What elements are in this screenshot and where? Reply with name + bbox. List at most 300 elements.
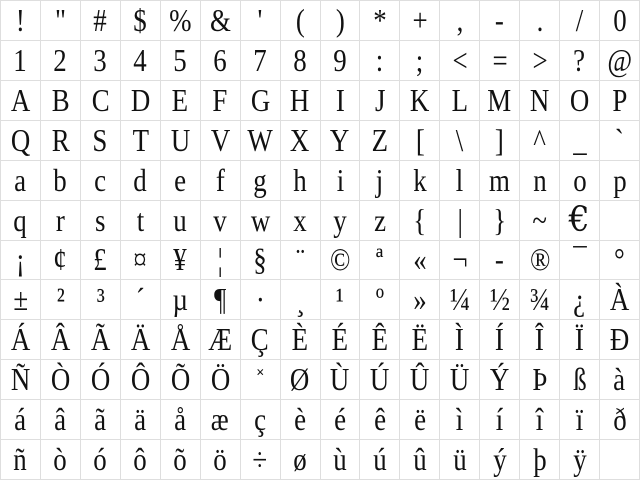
- glyph-cell[interactable]: [281, 320, 321, 360]
- glyph-cell[interactable]: [241, 161, 281, 201]
- glyph-cell[interactable]: [560, 440, 600, 480]
- glyph: A: [10, 81, 31, 118]
- glyph-cell[interactable]: [360, 280, 400, 320]
- glyph: /: [575, 1, 584, 38]
- glyph: ]: [495, 121, 505, 158]
- glyph-cell[interactable]: [360, 400, 400, 440]
- glyph: Ô: [130, 361, 150, 398]
- glyph-cell[interactable]: [41, 161, 81, 201]
- glyph-cell[interactable]: [480, 440, 520, 480]
- glyph-cell[interactable]: [81, 360, 121, 400]
- glyph: #: [93, 1, 108, 38]
- glyph-cell[interactable]: [400, 81, 440, 121]
- glyph-cell[interactable]: [360, 360, 400, 400]
- glyph-cell[interactable]: [360, 201, 400, 241]
- glyph: ¼: [449, 281, 470, 318]
- glyph-cell[interactable]: [161, 81, 201, 121]
- glyph: »: [413, 281, 427, 318]
- glyph-cell[interactable]: [600, 280, 640, 320]
- glyph: %: [169, 1, 192, 38]
- glyph: $: [133, 1, 148, 38]
- glyph-cell[interactable]: [400, 161, 440, 201]
- glyph: a: [14, 161, 27, 198]
- glyph: H: [290, 81, 310, 118]
- glyph: 9: [333, 41, 347, 78]
- glyph-cell[interactable]: [520, 1, 560, 41]
- glyph-cell[interactable]: [241, 440, 281, 480]
- glyph: ä: [134, 401, 147, 438]
- glyph-cell[interactable]: [360, 1, 400, 41]
- glyph-cell[interactable]: [121, 161, 161, 201]
- glyph: 6: [213, 41, 227, 78]
- glyph-cell[interactable]: [41, 41, 81, 81]
- glyph: Å: [170, 321, 190, 358]
- glyph-cell[interactable]: [520, 241, 560, 281]
- glyph: ¢: [53, 241, 68, 278]
- glyph-cell[interactable]: [600, 241, 640, 281]
- glyph-cell[interactable]: [321, 161, 361, 201]
- glyph: É: [331, 321, 349, 358]
- glyph-cell[interactable]: [560, 121, 600, 161]
- glyph-cell[interactable]: [281, 201, 321, 241]
- glyph-cell[interactable]: [440, 201, 480, 241]
- glyph: À: [609, 281, 630, 318]
- glyph-cell[interactable]: [600, 41, 640, 81]
- glyph: D: [130, 81, 150, 118]
- glyph: ¿: [573, 281, 586, 318]
- glyph-cell[interactable]: [161, 280, 201, 320]
- glyph-cell[interactable]: [41, 360, 81, 400]
- glyph-cell[interactable]: [121, 201, 161, 241]
- glyph-cell[interactable]: [440, 241, 480, 281]
- glyph: Æ: [208, 321, 233, 358]
- glyph-cell[interactable]: [480, 241, 520, 281]
- glyph-cell[interactable]: [321, 201, 361, 241]
- glyph-cell[interactable]: [520, 121, 560, 161]
- glyph-cell[interactable]: [480, 81, 520, 121]
- glyph-cell[interactable]: [161, 440, 201, 480]
- glyph: R: [51, 121, 70, 158]
- glyph-cell[interactable]: [161, 201, 201, 241]
- glyph-cell[interactable]: [440, 280, 480, 320]
- glyph: Ð: [609, 321, 630, 358]
- glyph: ±: [13, 281, 28, 318]
- glyph-cell[interactable]: [440, 400, 480, 440]
- glyph-cell[interactable]: [440, 161, 480, 201]
- glyph: c: [94, 161, 107, 198]
- glyph-cell[interactable]: [400, 241, 440, 281]
- glyph: =: [492, 41, 508, 78]
- glyph: k: [413, 161, 427, 198]
- glyph: Ü: [450, 361, 470, 398]
- glyph-cell[interactable]: [560, 201, 600, 241]
- glyph: 0: [612, 1, 627, 38]
- glyph: z: [373, 201, 386, 238]
- glyph-cell[interactable]: [520, 320, 560, 360]
- glyph-cell[interactable]: [281, 81, 321, 121]
- glyph-cell[interactable]: [400, 280, 440, 320]
- glyph-cell[interactable]: [560, 360, 600, 400]
- glyph-cell[interactable]: [241, 241, 281, 281]
- glyph-cell[interactable]: [560, 241, 600, 281]
- glyph: o: [572, 161, 587, 198]
- glyph-cell[interactable]: [480, 161, 520, 201]
- glyph: N: [529, 81, 550, 118]
- glyph: ¬: [452, 241, 468, 278]
- glyph: Ù: [330, 361, 350, 398]
- glyph-cell[interactable]: [121, 1, 161, 41]
- glyph-cell[interactable]: [560, 81, 600, 121]
- glyph-cell[interactable]: [281, 241, 321, 281]
- glyph-cell[interactable]: [81, 241, 121, 281]
- glyph-cell[interactable]: [480, 1, 520, 41]
- glyph: ÿ: [572, 441, 587, 478]
- glyph-cell[interactable]: [480, 201, 520, 241]
- glyph: Á: [10, 321, 31, 358]
- glyph: m: [489, 161, 511, 198]
- glyph: ¾: [529, 281, 550, 318]
- glyph-cell[interactable]: [480, 121, 520, 161]
- glyph-cell[interactable]: [201, 161, 241, 201]
- glyph-cell[interactable]: [600, 360, 640, 400]
- glyph-cell[interactable]: [600, 81, 640, 121]
- glyph-cell[interactable]: [41, 1, 81, 41]
- glyph-cell[interactable]: [400, 201, 440, 241]
- glyph-cell[interactable]: [560, 1, 600, 41]
- glyph-cell[interactable]: [81, 121, 121, 161]
- glyph-cell[interactable]: [520, 400, 560, 440]
- glyph-cell[interactable]: [81, 81, 121, 121]
- glyph: G: [250, 81, 270, 118]
- glyph-cell[interactable]: [440, 440, 480, 480]
- glyph: <: [452, 41, 468, 78]
- glyph-cell[interactable]: [241, 121, 281, 161]
- glyph-cell[interactable]: [520, 440, 560, 480]
- glyph: ;: [416, 41, 424, 78]
- glyph-cell[interactable]: [41, 440, 81, 480]
- glyph-cell[interactable]: [81, 280, 121, 320]
- glyph-cell[interactable]: [440, 320, 480, 360]
- glyph-cell[interactable]: [480, 280, 520, 320]
- glyph-cell[interactable]: [1, 41, 41, 81]
- glyph-cell[interactable]: [321, 400, 361, 440]
- glyph-cell[interactable]: [520, 81, 560, 121]
- glyph-cell[interactable]: [1, 121, 41, 161]
- glyph: J: [374, 81, 386, 118]
- glyph: w: [250, 201, 270, 238]
- glyph-cell[interactable]: [281, 360, 321, 400]
- glyph-cell[interactable]: [81, 1, 121, 41]
- glyph-cell[interactable]: [360, 121, 400, 161]
- glyph-cell[interactable]: [281, 1, 321, 41]
- glyph-cell[interactable]: [161, 161, 201, 201]
- glyph-cell[interactable]: [600, 320, 640, 360]
- glyph: ®: [529, 241, 550, 278]
- glyph-cell[interactable]: [360, 81, 400, 121]
- glyph: Ç: [251, 321, 270, 358]
- glyph-cell[interactable]: [161, 241, 201, 281]
- glyph: ¨: [295, 241, 305, 278]
- glyph-cell[interactable]: [321, 280, 361, 320]
- glyph: é: [333, 401, 346, 438]
- glyph: >: [532, 41, 548, 78]
- glyph: Î: [535, 321, 545, 358]
- glyph-cell[interactable]: [161, 360, 201, 400]
- glyph: x: [293, 201, 307, 238]
- glyph-cell[interactable]: [321, 41, 361, 81]
- glyph: æ: [211, 401, 230, 438]
- glyph: Y: [330, 121, 350, 158]
- glyph-cell[interactable]: [161, 320, 201, 360]
- glyph-cell[interactable]: [1, 201, 41, 241]
- glyph-cell[interactable]: [560, 41, 600, 81]
- glyph-cell[interactable]: [241, 201, 281, 241]
- glyph: á: [14, 401, 27, 438]
- glyph-cell[interactable]: [440, 121, 480, 161]
- glyph-cell[interactable]: [161, 121, 201, 161]
- glyph: S: [92, 121, 108, 158]
- glyph-cell[interactable]: [201, 1, 241, 41]
- glyph-cell[interactable]: [161, 1, 201, 41]
- glyph-cell[interactable]: [440, 41, 480, 81]
- glyph-cell[interactable]: [201, 440, 241, 480]
- glyph-cell[interactable]: [321, 1, 361, 41]
- glyph-cell[interactable]: [81, 201, 121, 241]
- glyph-cell[interactable]: [1, 241, 41, 281]
- glyph: Í: [495, 321, 505, 358]
- glyph-cell[interactable]: [560, 400, 600, 440]
- glyph-cell[interactable]: [281, 121, 321, 161]
- glyph: Ý: [490, 361, 510, 398]
- glyph: £: [93, 241, 108, 278]
- glyph: T: [132, 121, 149, 158]
- glyph: ß: [572, 361, 587, 398]
- glyph-cell[interactable]: [201, 81, 241, 121]
- glyph: ó: [93, 441, 108, 478]
- glyph-cell[interactable]: [41, 241, 81, 281]
- glyph: Ë: [411, 321, 429, 358]
- glyph-cell[interactable]: [201, 201, 241, 241]
- glyph-cell[interactable]: [81, 400, 121, 440]
- glyph-cell[interactable]: [121, 241, 161, 281]
- glyph: °: [614, 241, 625, 278]
- glyph-cell[interactable]: [281, 400, 321, 440]
- glyph: X: [290, 121, 310, 158]
- glyph-cell[interactable]: [560, 320, 600, 360]
- glyph: -: [495, 1, 505, 38]
- glyph-cell[interactable]: [241, 280, 281, 320]
- glyph: í: [495, 401, 504, 438]
- glyph: -: [495, 241, 505, 278]
- glyph-cell[interactable]: [321, 320, 361, 360]
- glyph-cell[interactable]: [520, 360, 560, 400]
- glyph-cell[interactable]: [241, 400, 281, 440]
- glyph-cell[interactable]: [520, 41, 560, 81]
- glyph-cell[interactable]: [161, 400, 201, 440]
- glyph: V: [210, 121, 230, 158]
- glyph-cell[interactable]: [81, 41, 121, 81]
- glyph: â: [54, 401, 67, 438]
- glyph: ": [54, 1, 66, 38]
- glyph: º: [375, 281, 385, 318]
- glyph: r: [55, 201, 65, 238]
- glyph: j: [376, 161, 384, 198]
- glyph: Ö: [210, 361, 230, 398]
- glyph: §: [253, 241, 267, 278]
- glyph: 7: [253, 41, 267, 78]
- glyph-cell[interactable]: [400, 440, 440, 480]
- glyph: €: [569, 200, 591, 240]
- glyph-cell[interactable]: [241, 81, 281, 121]
- glyph-cell[interactable]: [201, 400, 241, 440]
- glyph: Â: [50, 321, 71, 358]
- glyph-cell[interactable]: [41, 81, 81, 121]
- glyph: E: [172, 81, 189, 118]
- glyph: ¥: [173, 241, 187, 278]
- glyph-cell[interactable]: [1, 1, 41, 41]
- glyph-cell[interactable]: [480, 400, 520, 440]
- glyph: ï: [575, 401, 584, 438]
- glyph-cell[interactable]: [81, 320, 121, 360]
- glyph-cell[interactable]: [121, 280, 161, 320]
- glyph: !: [15, 1, 25, 38]
- glyph-cell[interactable]: [241, 1, 281, 41]
- glyph-cell[interactable]: [41, 121, 81, 161]
- glyph: n: [532, 161, 547, 198]
- glyph-cell[interactable]: [321, 81, 361, 121]
- glyph-cell[interactable]: [1, 400, 41, 440]
- glyph-cell[interactable]: [241, 360, 281, 400]
- glyph: _: [572, 121, 587, 158]
- glyph: U: [170, 121, 190, 158]
- glyph-cell[interactable]: [600, 121, 640, 161]
- glyph: e: [174, 161, 187, 198]
- glyph-cell[interactable]: [480, 320, 520, 360]
- glyph-cell[interactable]: [400, 1, 440, 41]
- glyph-cell[interactable]: [281, 440, 321, 480]
- glyph-cell[interactable]: [121, 440, 161, 480]
- glyph-cell[interactable]: [600, 400, 640, 440]
- glyph-cell[interactable]: [321, 440, 361, 480]
- glyph-cell[interactable]: [560, 161, 600, 201]
- glyph-cell[interactable]: [480, 41, 520, 81]
- glyph: ¹: [335, 281, 344, 318]
- glyph: ¯: [572, 241, 587, 278]
- glyph: p: [612, 161, 627, 198]
- glyph: «: [413, 241, 427, 278]
- glyph-cell[interactable]: [400, 41, 440, 81]
- glyph-cell[interactable]: [480, 360, 520, 400]
- glyph: }: [493, 201, 507, 238]
- glyph: `: [615, 121, 625, 158]
- glyph-cell[interactable]: [1, 440, 41, 480]
- glyph-cell[interactable]: [360, 320, 400, 360]
- glyph-cell[interactable]: [400, 320, 440, 360]
- glyph-cell[interactable]: [400, 360, 440, 400]
- glyph: î: [535, 401, 544, 438]
- glyph-cell[interactable]: [81, 161, 121, 201]
- glyph: {: [413, 201, 427, 238]
- glyph: Þ: [532, 361, 548, 398]
- glyph-cell[interactable]: [121, 320, 161, 360]
- glyph-cell[interactable]: [600, 161, 640, 201]
- glyph-cell[interactable]: [321, 360, 361, 400]
- glyph-cell[interactable]: [121, 81, 161, 121]
- glyph: &: [209, 1, 231, 38]
- glyph-cell[interactable]: [201, 280, 241, 320]
- glyph-cell[interactable]: [520, 161, 560, 201]
- glyph-cell[interactable]: [41, 201, 81, 241]
- glyph-cell[interactable]: [600, 1, 640, 41]
- glyph-cell[interactable]: [201, 41, 241, 81]
- glyph: h: [293, 161, 307, 198]
- glyph-cell[interactable]: [360, 241, 400, 281]
- glyph-cell[interactable]: [41, 280, 81, 320]
- glyph-cell[interactable]: [440, 1, 480, 41]
- glyph-cell[interactable]: [281, 161, 321, 201]
- glyph-cell[interactable]: [201, 241, 241, 281]
- glyph-cell[interactable]: [281, 280, 321, 320]
- glyph: *: [373, 1, 387, 38]
- glyph-cell[interactable]: [121, 121, 161, 161]
- glyph-cell[interactable]: [520, 201, 560, 241]
- glyph-cell[interactable]: [41, 320, 81, 360]
- glyph: I: [335, 81, 345, 118]
- glyph-cell[interactable]: [161, 41, 201, 81]
- glyph-cell[interactable]: [1, 161, 41, 201]
- glyph-cell[interactable]: [241, 41, 281, 81]
- glyph-cell[interactable]: [321, 121, 361, 161]
- glyph-cell[interactable]: [201, 121, 241, 161]
- glyph-cell[interactable]: [121, 360, 161, 400]
- glyph-cell[interactable]: [321, 241, 361, 281]
- glyph-cell[interactable]: [1, 320, 41, 360]
- glyph: ´: [135, 281, 145, 318]
- glyph-cell[interactable]: [560, 280, 600, 320]
- glyph-cell[interactable]: [241, 320, 281, 360]
- glyph-cell[interactable]: [1, 360, 41, 400]
- glyph: M: [487, 81, 512, 118]
- glyph-cell[interactable]: [360, 41, 400, 81]
- glyph: Ò: [50, 361, 71, 398]
- glyph: à: [613, 361, 626, 398]
- glyph-cell[interactable]: [400, 121, 440, 161]
- glyph: ù: [333, 441, 347, 478]
- glyph: è: [294, 401, 306, 438]
- glyph-cell[interactable]: [440, 81, 480, 121]
- glyph-cell[interactable]: [1, 81, 41, 121]
- glyph-cell[interactable]: [1, 280, 41, 320]
- glyph: F: [212, 81, 228, 118]
- glyph-cell[interactable]: [81, 440, 121, 480]
- glyph-cell[interactable]: [121, 400, 161, 440]
- glyph-cell[interactable]: [520, 280, 560, 320]
- glyph-cell[interactable]: [201, 360, 241, 400]
- glyph-cell[interactable]: [121, 41, 161, 81]
- glyph-cell[interactable]: [360, 161, 400, 201]
- glyph-cell[interactable]: [281, 41, 321, 81]
- glyph-cell[interactable]: [41, 400, 81, 440]
- glyph-cell[interactable]: [440, 360, 480, 400]
- glyph-cell[interactable]: [360, 440, 400, 480]
- glyph-cell[interactable]: [400, 400, 440, 440]
- glyph: ©: [329, 241, 351, 278]
- glyph-cell[interactable]: [201, 320, 241, 360]
- glyph: l: [456, 161, 464, 198]
- glyph: Û: [410, 361, 430, 398]
- glyph: ³: [96, 281, 105, 318]
- glyph: O: [569, 81, 590, 118]
